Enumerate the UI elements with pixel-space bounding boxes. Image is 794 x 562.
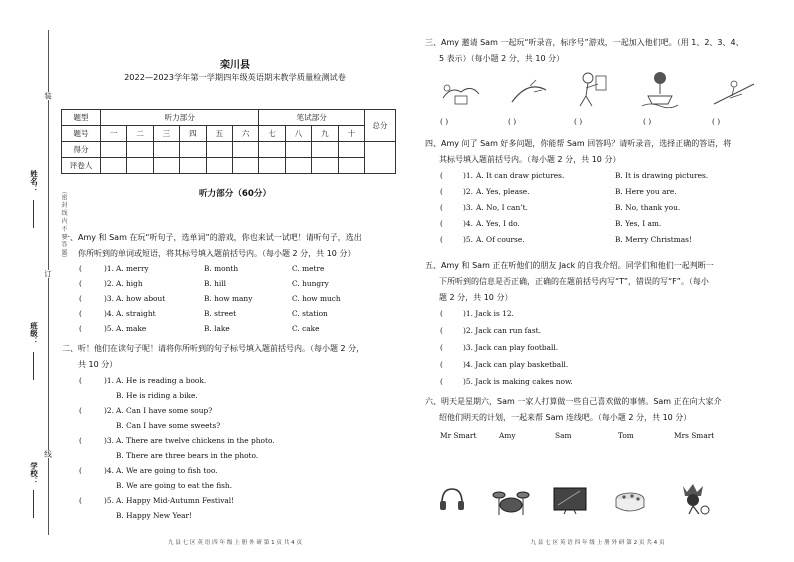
answer-paren[interactable]: ( xyxy=(79,406,82,415)
school-underline xyxy=(33,490,34,518)
item-number: )5. xyxy=(463,235,473,244)
drawing-picture-icon xyxy=(572,70,608,108)
option-a: A. He is reading a book. xyxy=(116,376,207,385)
answer-paren[interactable]: ( xyxy=(440,377,443,386)
option-a: A. Of course. xyxy=(476,235,525,244)
family-name-sam[interactable]: Sam xyxy=(555,431,572,440)
score-cell[interactable] xyxy=(285,142,311,158)
score-table-num: 三 xyxy=(153,126,179,142)
score-cell[interactable] xyxy=(206,142,232,158)
answer-paren[interactable]: ( xyxy=(440,360,443,369)
answer-paren[interactable]: ( xyxy=(440,219,443,228)
answer-paren[interactable]: ( xyxy=(440,187,443,196)
grader-cell[interactable] xyxy=(285,158,311,174)
option-c: C. metre xyxy=(292,264,325,273)
score-table xyxy=(61,109,396,174)
item-number: )4. xyxy=(104,309,114,318)
option-c: C. station xyxy=(292,309,328,318)
section6-title-line1: 六、明天是星期六，Sam 一家人打算做一些自己喜欢做的事情。Sam 正在向大家介 xyxy=(425,397,722,406)
score-cell[interactable] xyxy=(259,142,285,158)
option-b: B. month xyxy=(204,264,239,273)
score-cell[interactable] xyxy=(180,142,206,158)
family-name-amy[interactable]: Amy xyxy=(499,431,516,440)
tv-screen-icon[interactable] xyxy=(552,485,588,515)
score-table-num: 五 xyxy=(206,126,232,142)
option-a: A. It can draw pictures. xyxy=(476,171,565,180)
binding-mark-3: 线 xyxy=(43,450,53,458)
grader-cell[interactable] xyxy=(259,158,285,174)
option-b: B. Happy New Year! xyxy=(116,511,193,520)
fishing-boat-picture-icon xyxy=(640,70,680,110)
statement-text: )3. Jack can play football. xyxy=(463,343,559,352)
item-number: )5. xyxy=(104,324,114,333)
total-score-cell[interactable] xyxy=(365,142,396,174)
kites-picture-icon xyxy=(437,78,485,108)
skating-picture-icon xyxy=(508,76,550,110)
statement-text: )2. Jack can run fast. xyxy=(463,326,541,335)
option-a: A. There are twelve chickens in the photo. xyxy=(116,436,275,445)
picture-blank-4[interactable]: ( ) xyxy=(643,117,652,126)
score-cell[interactable] xyxy=(127,142,153,158)
cake-picture-icon[interactable] xyxy=(612,485,648,515)
option-c: C. how much xyxy=(292,294,341,303)
option-b: B. Yes, I am. xyxy=(615,219,662,228)
score-cell[interactable] xyxy=(338,142,364,158)
section2-title-line1: 二、听！他们在读句子呢！请将你所听到的句子标号填入题前括号内。（每小题 2 分， xyxy=(62,344,365,353)
answer-paren[interactable]: ( xyxy=(440,326,443,335)
picture-blank-2[interactable]: ( ) xyxy=(508,117,517,126)
answer-paren[interactable]: ( xyxy=(79,264,82,273)
score-cell[interactable] xyxy=(232,142,258,158)
answer-paren[interactable]: ( xyxy=(79,496,82,505)
item-number: )1. xyxy=(104,264,114,273)
option-b: B. Can I have some sweets? xyxy=(116,421,221,430)
item-number: )1. xyxy=(104,376,114,385)
option-b: B. Merry Christmas! xyxy=(615,235,692,244)
score-table-num: 一 xyxy=(101,126,127,142)
class-label: 班级： xyxy=(29,322,39,345)
option-a: A. Yes, please. xyxy=(476,187,530,196)
option-b: B. street xyxy=(204,309,237,318)
score-table-num: 九 xyxy=(312,126,338,142)
name-label: 姓名： xyxy=(29,170,39,193)
section3-title-line1: 三、Amy 邀请 Sam 一起玩“听录音，标序号”游戏，一起加入他们吧。（用 1、2、3、4、 xyxy=(425,38,744,47)
grader-cell[interactable] xyxy=(180,158,206,174)
option-a: A. Happy Mid-Autumn Festival! xyxy=(116,496,235,505)
answer-paren[interactable]: ( xyxy=(79,376,82,385)
option-c: C. hungry xyxy=(292,279,329,288)
listening-header: 听力部分（60分） xyxy=(198,189,272,199)
option-b: B. how many xyxy=(204,294,253,303)
section2-title-line2: 共 10 分） xyxy=(78,360,118,369)
seal-note: （密 封 线 内 不 要 答 题） xyxy=(60,188,67,262)
option-a: A. how about xyxy=(116,294,166,303)
option-b: B. There are three bears in the photo. xyxy=(116,451,259,460)
option-b: B. lake xyxy=(204,324,230,333)
score-table-num: 二 xyxy=(127,126,153,142)
family-name-mr-smart[interactable]: Mr Smart xyxy=(440,431,477,440)
option-a: A. No, I can’t. xyxy=(476,203,528,212)
score-table-num: 四 xyxy=(180,126,206,142)
drum-set-icon[interactable] xyxy=(492,483,530,517)
option-b: B. We are going to eat the fish. xyxy=(116,481,233,490)
option-a: A. We are going to fish too. xyxy=(116,466,218,475)
option-c: C. cake xyxy=(292,324,320,333)
footer-right: 九 县 七 区 英 语 四 年 级 上 册 外 研 第 2 页 共 4 页 xyxy=(530,540,665,546)
section5-title-line1: 五、Amy 和 Sam 正在听他们的朋友 Jack 的自我介绍。同学们和他们一起判断一 xyxy=(425,261,714,270)
option-b: B. It is drawing pictures. xyxy=(615,171,709,180)
school-label: 学校： xyxy=(29,462,39,485)
option-b: B. No, thank you. xyxy=(615,203,681,212)
binding-mark-1: 装 xyxy=(43,92,53,100)
answer-paren[interactable]: ( xyxy=(79,324,82,333)
section5-title-line2: 下所听到的信息是否正确，正确的在题前括号内写“T”，错误的写“F”。（每小 xyxy=(439,277,709,286)
family-name-tom[interactable]: Tom xyxy=(618,431,634,440)
option-a: A. Yes, I do. xyxy=(476,219,520,228)
score-table-row-score: 得分 xyxy=(62,142,101,158)
option-a: A. straight xyxy=(116,309,156,318)
binding-mark-2: 订 xyxy=(43,270,53,278)
score-cell[interactable] xyxy=(153,142,179,158)
picture-blank-5[interactable]: ( ) xyxy=(712,117,721,126)
score-table-row-grader: 评卷人 xyxy=(62,158,101,174)
section6-title-line2: 绍他们明天的计划，一起来帮 Sam 连线吧。（每小题 2 分，共 10 分） xyxy=(439,413,692,422)
item-number: )5. xyxy=(104,496,114,505)
grader-cell[interactable] xyxy=(127,158,153,174)
county-title: 栾川县 xyxy=(220,60,250,71)
answer-paren[interactable]: ( xyxy=(79,466,82,475)
name-underline xyxy=(33,200,34,228)
answer-paren[interactable]: ( xyxy=(79,436,82,445)
option-a: A. make xyxy=(116,324,147,333)
item-number: )2. xyxy=(104,279,114,288)
family-name-mrs-smart[interactable]: Mrs Smart xyxy=(674,431,715,440)
grader-cell[interactable] xyxy=(312,158,338,174)
grader-cell[interactable] xyxy=(153,158,179,174)
section4-title-line1: 四、Amy 问了 Sam 好多问题，你能帮 Sam 回答吗？请听录音，选择正确的答语，将 xyxy=(425,139,732,148)
grader-cell[interactable] xyxy=(338,158,364,174)
score-table-num: 十 xyxy=(338,126,364,142)
option-a: A. merry xyxy=(116,264,149,273)
answer-paren[interactable]: ( xyxy=(440,343,443,352)
binding-line xyxy=(48,30,49,535)
picture-blank-3[interactable]: ( ) xyxy=(574,117,583,126)
option-b: B. He is riding a bike. xyxy=(116,391,198,400)
section5-title-line3: 题 2 分，共 10 分） xyxy=(439,293,513,302)
statement-text: )1. Jack is 12. xyxy=(463,309,514,318)
answer-paren[interactable]: ( xyxy=(79,294,82,303)
option-b: B. Here you are. xyxy=(615,187,677,196)
answer-paren[interactable]: ( xyxy=(440,309,443,318)
score-table-row-number: 题号 xyxy=(62,126,101,142)
score-cell[interactable] xyxy=(101,142,127,158)
picture-blank-1[interactable]: ( ) xyxy=(440,117,449,126)
statement-text: )4. Jack can play basketball. xyxy=(463,360,569,369)
item-number: )3. xyxy=(104,294,114,303)
class-underline xyxy=(33,352,34,380)
score-table-total: 总分 xyxy=(365,110,396,142)
item-number: )2. xyxy=(463,187,473,196)
section3-title-line2: 5 表示）（每小题 2 分，共 10 分） xyxy=(439,54,565,63)
option-a: A. Can I have some soup? xyxy=(116,406,213,415)
score-table-listening: 听力部分 xyxy=(101,110,259,126)
answer-paren[interactable]: ( xyxy=(79,279,82,288)
headphones-music-icon[interactable] xyxy=(437,485,467,515)
score-table-written: 笔试部分 xyxy=(259,110,365,126)
answer-paren[interactable]: ( xyxy=(79,309,82,318)
answer-paren[interactable]: ( xyxy=(440,171,443,180)
item-number: )1. xyxy=(463,171,473,180)
score-table-num: 八 xyxy=(285,126,311,142)
score-table-num: 七 xyxy=(259,126,285,142)
item-number: )2. xyxy=(104,406,114,415)
item-number: )3. xyxy=(463,203,473,212)
football-kid-icon[interactable] xyxy=(675,482,711,516)
item-number: )4. xyxy=(463,219,473,228)
option-a: A. high xyxy=(116,279,143,288)
section4-title-line2: 其标号填入题前括号内。（每小题 2 分，共 10 分） xyxy=(439,155,621,164)
grader-cell[interactable] xyxy=(101,158,127,174)
score-table-col-title: 题型 xyxy=(62,110,101,126)
section1-title-line2: 你所听到的单词或短语，将其标号填入题前括号内。（每小题 2 分，共 10 分） xyxy=(78,249,356,258)
grader-cell[interactable] xyxy=(232,158,258,174)
exam-title: 2022—2023学年第一学期四年级英语期末教学质量检测试卷 xyxy=(124,72,346,82)
option-b: B. hill xyxy=(204,279,226,288)
statement-text: )5. Jack is making cakes now. xyxy=(463,377,573,386)
footer-left: 九 县 七 区 英 语 四 年 级 上 册 外 研 第 1 页 共 4 页 xyxy=(167,540,303,546)
answer-paren[interactable]: ( xyxy=(440,235,443,244)
score-cell[interactable] xyxy=(312,142,338,158)
item-number: )3. xyxy=(104,436,114,445)
ski-slope-picture-icon xyxy=(712,74,756,108)
section1-title-line1: 一、Amy 和 Sam 在玩“听句子，选单词”的游戏，你也来试一试吧！请听句子，选出 xyxy=(62,233,362,242)
answer-paren[interactable]: ( xyxy=(440,203,443,212)
grader-cell[interactable] xyxy=(206,158,232,174)
score-table-num: 六 xyxy=(232,126,258,142)
item-number: )4. xyxy=(104,466,114,475)
